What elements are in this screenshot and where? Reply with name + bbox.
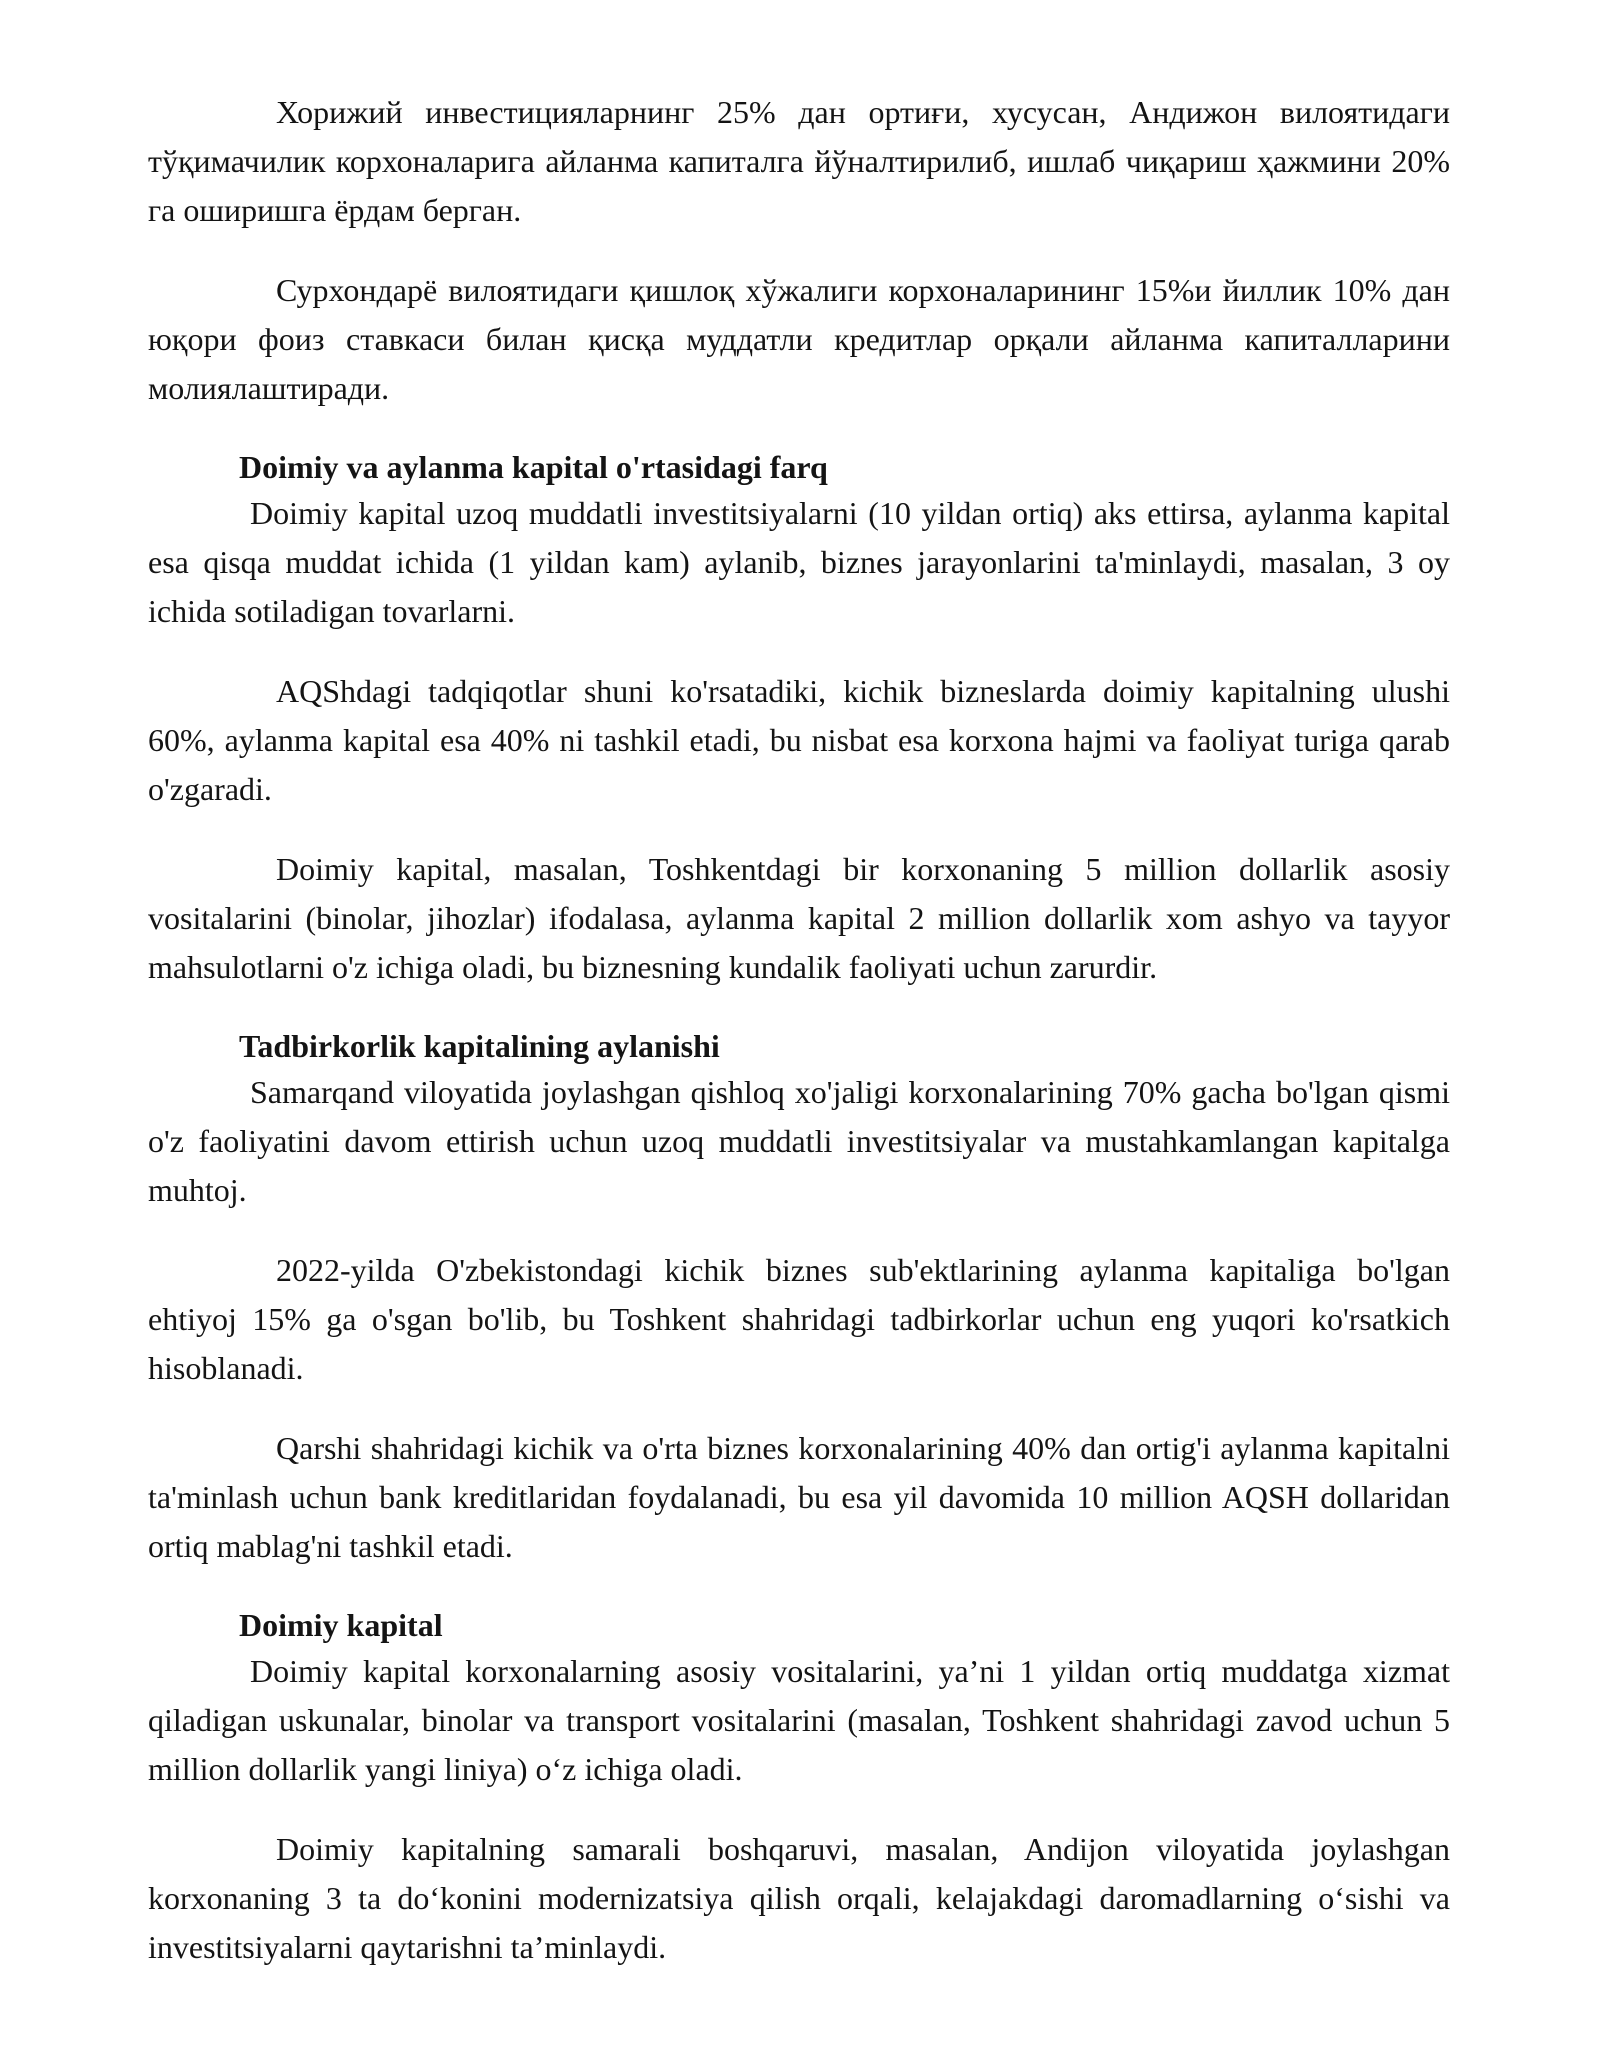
- paragraph: Samarqand viloyatida joylashgan qishloq xo'jaligi korxonalarining 70% gacha bo'lgan qismi o'z faoliyatini davom ettirish uchun uzoq muddatli investitsiyalar va mustahkamlangan kapitalga muhtoj.: [148, 1074, 1450, 1208]
- paragraph: Сурхондарё вилоятидаги қишлоқ хўжалиги корхоналарининг 15%и йиллик 10% дан юқори фоиз ставкаси билан қисқа муддатли кредитлар орқали айланма капиталларини молиялаштиради.: [148, 272, 1450, 406]
- document-page: [148, 88, 1450, 2003]
- section-heading: Doimiy va aylanma kapital o'rtasidagi farq: [239, 449, 828, 485]
- paragraph: Doimiy kapital, masalan, Toshkentdagi bir korxonaning 5 million dollarlik asosiy vositalarini (binolar, jihozlar) ifodalasa, aylanma kapital 2 million dollarlik xom ashyo va tayyor mahsulotlarni o'z ichiga oladi, bu biznesning kundalik faoliyati uchun zarurdir.: [148, 851, 1450, 985]
- paragraph: 2022-yilda O'zbekistondagi kichik biznes sub'ektlarining aylanma kapitaliga bo'lgan ehtiyoj 15% ga o'sgan bo'lib, bu Toshkent shahridagi tadbirkorlar uchun eng yuqori ko'rsatkich hisoblanadi.: [148, 1252, 1450, 1386]
- paragraph: Хорижий инвестицияларнинг 25% дан ортиғи, хусусан, Андижон вилоятидаги тўқимачилик корхоналарига айланма капиталга йўналтирилиб, ишлаб чиқариш ҳажмини 20% га оширишга ёрдам берган.: [148, 94, 1450, 228]
- paragraph: Qarshi shahridagi kichik va o'rta biznes korxonalarining 40% dan ortig'i aylanma kapitalni ta'minlash uchun bank kreditlaridan foydalanadi, bu esa yil davomida 10 million AQSH dollaridan ortiq mablag'ni tashkil etadi.: [148, 1430, 1450, 1564]
- paragraph: AQShdagi tadqiqotlar shuni ko'rsatadiki, kichik bizneslarda doimiy kapitalning ulushi 60%, aylanma kapital esa 40% ni tashkil etadi, bu nisbat esa korxona hajmi va faoliyat turiga qarab o'zgaradi.: [148, 673, 1450, 807]
- paragraph: Doimiy kapitalning samarali boshqaruvi, masalan, Andijon viloyatida joylashgan korxonaning 3 ta do‘konini modernizatsiya qilish orqali, kelajakdagi daromadlarning o‘sishi va investitsiyalarni qaytarishni ta’minlaydi.: [148, 1831, 1450, 1965]
- section-heading: Tadbirkorlik kapitalining aylanishi: [239, 1028, 720, 1064]
- section-heading: Doimiy kapital: [239, 1607, 443, 1643]
- paragraph: Doimiy kapital uzoq muddatli investitsiyalarni (10 yildan ortiq) aks ettirsa, aylanma kapital esa qisqa muddat ichida (1 yildan kam) aylanib, biznes jarayonlarini ta'minlaydi, masalan, 3 oy ichida sotiladigan tovarlarni.: [148, 495, 1450, 629]
- paragraph: Doimiy kapital korxonalarning asosiy vositalarini, ya’ni 1 yildan ortiq muddatga xizmat qiladigan uskunalar, binolar va transport vositalarini (masalan, Toshkent shahridagi zavod uchun 5 million dollarlik yangi liniya) o‘z ichiga oladi.: [148, 1653, 1450, 1787]
